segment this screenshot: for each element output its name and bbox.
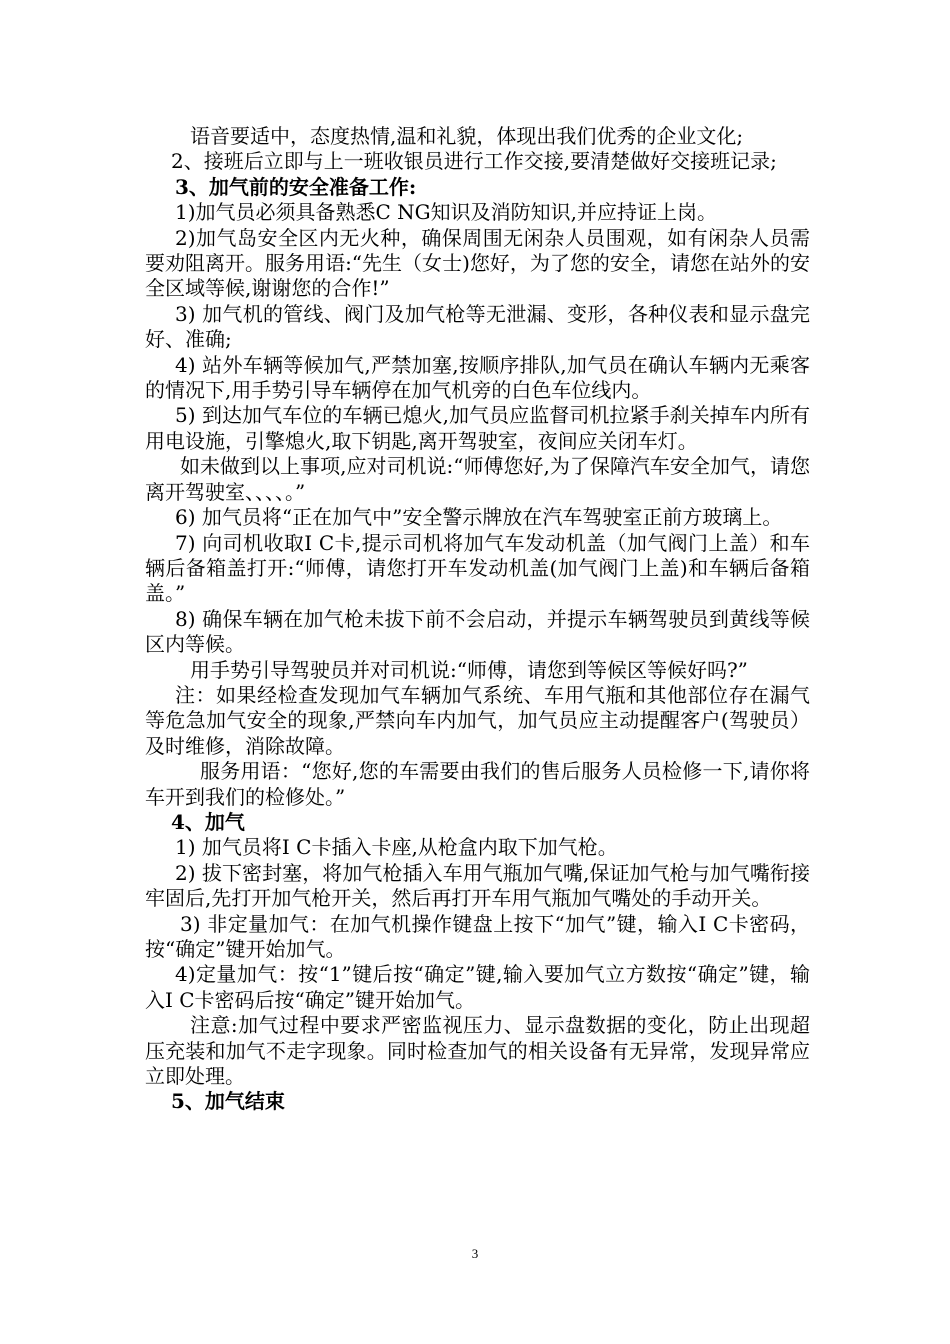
paragraph: 服务用语：“您好,您的车需要由我们的售后服务人员检修一下,请你将车开到我们的检修处。” [145,759,810,809]
paragraph: 7) 向司机收取I C卡,提示司机将加气车发动机盖（加气阀门上盖）和车辆后备箱盖打开:“师傅，请您打开车发动机盖(加气阀门上盖)和车辆后备箱盖。” [145,530,810,606]
section-heading: 5、加气结束 [171,1089,285,1114]
paragraph: 注：如果经检查发现加气车辆加气系统、车用气瓶和其他部位存在漏气等危急加气安全的现象,严禁向车内加气，加气员应主动提醒客户(驾驶员）及时维修，消除故障。 [145,682,810,758]
paragraph: 注意:加气过程中要求严密监视压力、显示盘数据的变化，防止出现超压充装和加气不走字现象。同时检查加气的相关设备有无异常，发现异常应立即处理。 [145,1013,810,1089]
document-body [145,124,810,1115]
paragraph: 2) 拔下密封塞，将加气枪插入车用气瓶加气嘴,保证加气枪与加气嘴衔接牢固后,先打开加气枪开关，然后再打开车用气瓶加气嘴处的手动开关。 [145,860,810,911]
paragraph: 4) 站外车辆等候加气,严禁加塞,按顺序排队,加气员在确认车辆内无乘客的情况下,用手势引导车辆停在加气机旁的白色车位线内。 [145,352,810,403]
paragraph: 如未做到以上事项,应对司机说:“师傅您好,为了保障汽车安全加气，请您离开驾驶室、、、、。” [145,454,810,504]
paragraph: 1)加气员必须具备熟悉C NG知识及消防知识,并应持证上岗。 [175,200,718,225]
page-number: 3 [471,1246,479,1261]
paragraph: 4)定量加气：按“1”键后按“确定”键,输入要加气立方数按“确定”键，输入I C卡密码后按“确定”键开始加气。 [145,962,810,1012]
paragraph: 用手势引导驾驶员并对司机说:“师傅，请您到等候区等候好吗?” [190,657,748,682]
section-heading: 3、加气前的安全准备工作: [175,174,417,199]
paragraph: 8) 确保车辆在加气枪未拔下前不会启动，并提示车辆驾驶员到黄线等候区内等候。 [145,606,810,657]
paragraph: 6) 加气员将“正在加气中”安全警示牌放在汽车驾驶室正前方玻璃上。 [175,505,783,530]
paragraph: 2、接班后立即与上一班收银员进行工作交接,要清楚做好交接班记录; [171,149,777,174]
paragraph: 1) 加气员将I C卡插入卡座,从枪盒内取下加气枪。 [175,835,618,860]
paragraph: 3) 非定量加气：在加气机操作键盘上按下“加气”键，输入I C卡密码，按“确定”键开始加气。 [145,911,810,961]
paragraph: 2)加气岛安全区内无火种，确保周围无闲杂人员围观，如有闲杂人员需要劝阻离开。服务用语:“先生（女士)您好，为了您的安全，请您在站外的安全区域等候,谢谢您的合作!” [145,225,810,301]
paragraph: 语音要适中，态度热情,温和礼貌，体现出我们优秀的企业文化; [190,124,744,148]
section-heading: 4、加气 [171,809,245,834]
paragraph: 5) 到达加气车位的车辆已熄火,加气员应监督司机拉紧手刹关掉车内所有用电设施，引擎熄火,取下钥匙,离开驾驶室，夜间应关闭车灯。 [145,403,810,453]
paragraph: 3) 加气机的管线、阀门及加气枪等无泄漏、变形，各种仪表和显示盘完好、准确; [145,301,810,352]
